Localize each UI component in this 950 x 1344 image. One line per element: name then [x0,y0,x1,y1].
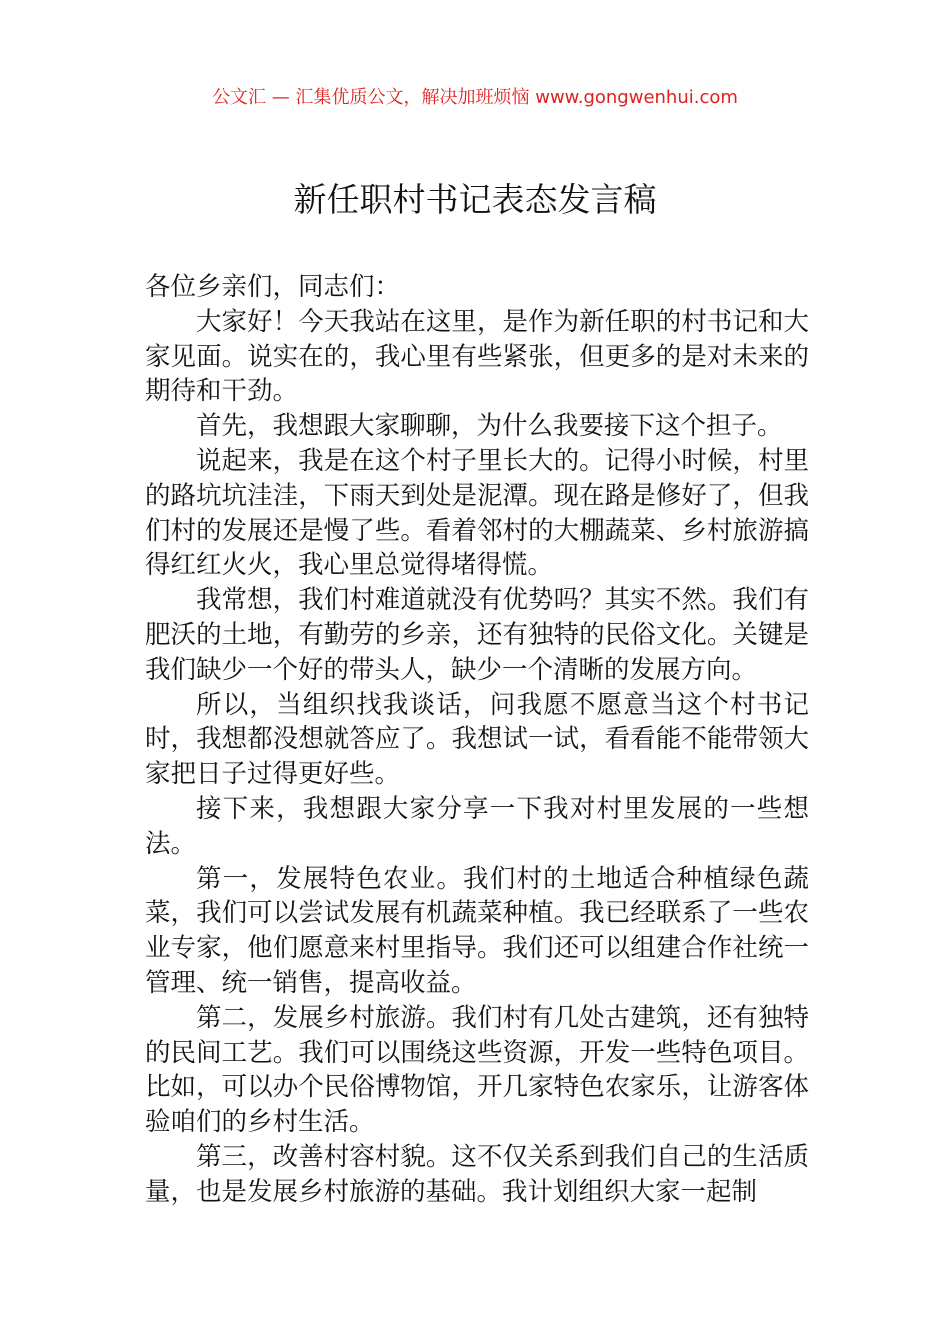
salutation: 各位乡亲们，同志们： [145,272,401,302]
paragraph-greeting: 大家好！今天我站在这里，是作为新任职的村书记和大家见面。说实在的，我心里有些紧张，但更多的是对未来的期待和干劲。 [145,306,809,407]
paragraph-village-appearance: 第三，改善村容村貌。这不仅关系到我们自己的生活质量，也是发展乡村旅游的基础。我计划组织大家一起制 [145,1141,809,1207]
header-banner: 公文汇 — 汇集优质公文，解决加班烦恼 www.gongwenhui.com [212,87,738,108]
paragraph-plans-intro: 接下来，我想跟大家分享一下我对村里发展的一些想法。 [145,793,809,859]
paragraph-childhood: 说起来，我是在这个村子里长大的。记得小时候，村里的路坑坑洼洼，下雨天到处是泥潭。现在路是修好了，但我们村的发展还是慢了些。看着邻村的大棚蔬菜、乡村旅游搞得红红火火，我心里总觉得堵得慌。 [145,445,809,581]
paragraph-advantages: 我常想，我们村难道就没有优势吗？其实不然。我们有肥沃的土地，有勤劳的乡亲，还有独特的民俗文化。关键是我们缺少一个好的带头人，缺少一个清晰的发展方向。 [145,585,809,685]
document-body [145,270,809,1210]
paragraph-why: 首先，我想跟大家聊聊，为什么我要接下这个担子。 [196,411,783,442]
paragraph-tourism: 第二，发展乡村旅游。我们村有几处古建筑，还有独特的民间工艺。我们可以围绕这些资源，开发一些特色项目。比如，可以办个民俗博物馆，开几家特色农家乐，让游客体验咱们的乡村生活。 [145,1002,809,1138]
document-title: 新任职村书记表态发言稿 [293,180,657,219]
paragraph-agriculture: 第一，发展特色农业。我们村的土地适合种植绿色蔬菜，我们可以尝试发展有机蔬菜种植。我已经联系了一些农业专家，他们愿意来村里指导。我们还可以组建合作社统一管理、统一销售，提高收益。 [145,863,809,998]
paragraph-accepted: 所以，当组织找我谈话，问我愿不愿意当这个村书记时，我想都没想就答应了。我想试一试，看看能不能带领大家把日子过得更好些。 [145,689,809,790]
